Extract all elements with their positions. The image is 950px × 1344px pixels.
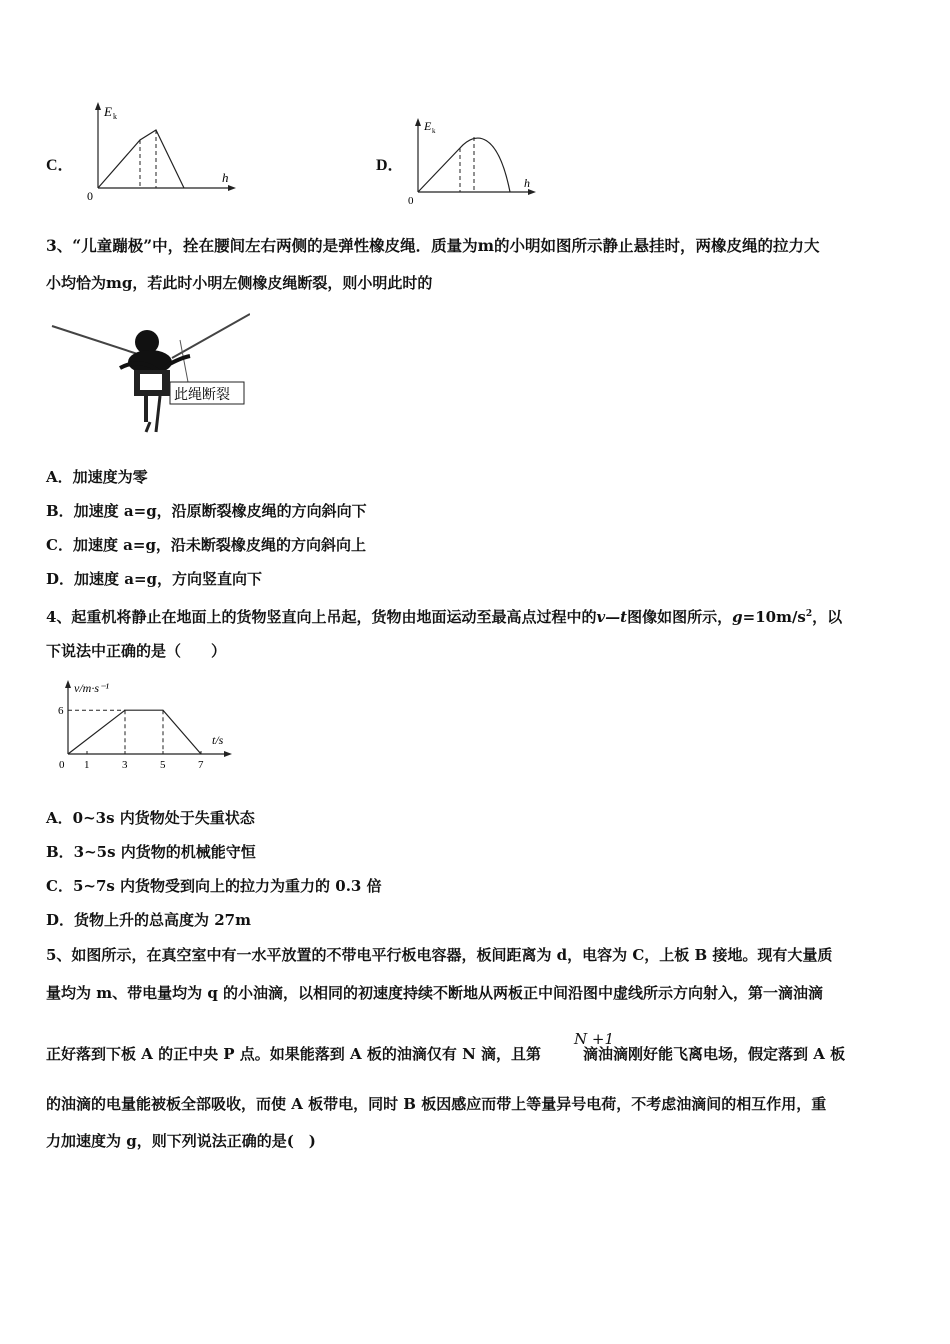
q5-line3	[46, 1044, 904, 1064]
option-d-label: D．	[376, 157, 404, 174]
graph-c	[82, 98, 242, 210]
bungee-figure-label: 此绳断裂	[174, 388, 230, 403]
q3-option-c: C．加速度 a=g，沿未断裂橡皮绳的方向斜向上	[46, 536, 366, 554]
q4-option-d: D．货物上升的总高度为 27m	[46, 911, 251, 929]
q5-line4: 的油滴的电量能被板全部吸收，而使 A 板带电，同时 B 板因感应而带上等量异号电荷，不考虑油滴间的相互作用，重	[46, 1095, 827, 1113]
q4-option-a: A．0~3s 内货物处于失重状态	[46, 809, 255, 827]
graph-d-y-label: E	[424, 119, 432, 133]
vt-x-arrow	[224, 751, 232, 757]
q4-text-line1	[46, 604, 904, 627]
vt-x-tick-label: 5	[160, 759, 166, 771]
q3-text-line1: 3、“儿童蹦极”中，拴在腰间左右两侧的是弹性橡皮绳．质量为m的小明如图所示静止悬挂时，两橡皮绳的拉力大	[46, 236, 820, 255]
bungee-figure	[50, 312, 250, 437]
graph-c-y-label: E	[104, 104, 112, 119]
q3-option-d: D．加速度 a=g，方向竖直向下	[46, 570, 263, 588]
vt-x-label: t/s	[212, 733, 224, 747]
q4-text-part-c: =10m/s	[742, 608, 806, 626]
graph-c-origin: 0	[87, 189, 93, 203]
vt-x-tick-label: 7	[198, 759, 204, 771]
graph-d-y-sub: k	[432, 127, 436, 135]
q3-option-b: B．加速度 a=g，沿原断裂橡皮绳的方向斜向下	[46, 502, 367, 520]
q5-line5: 力加速度为 g，则下列说法正确的是( )	[46, 1132, 316, 1150]
vt-x-tick-label: 3	[122, 759, 128, 771]
vt-series-line	[68, 710, 201, 754]
q5-line1: 5、如图所示，在真空室中有一水平放置的不带电平行板电容器，板间距离为 d，电容为 C，上板 B 接地。现有大量质	[46, 946, 833, 964]
graph-d-x-label: h	[524, 176, 530, 190]
q4-option-b: B．3~5s 内货物的机械能守恒	[46, 843, 256, 861]
q4-option-c: C．5~7s 内货物受到向上的拉力为重力的 0.3 倍	[46, 877, 382, 895]
q4-text-part-d: ，以	[812, 608, 843, 626]
vt-chart	[46, 676, 246, 776]
q4-text-line2: 下说法中正确的是（ ）	[46, 642, 227, 660]
q3-option-a: A．加速度为零	[46, 468, 148, 486]
vt-x-tick-label: 1	[84, 759, 90, 771]
option-c-label: C．	[46, 157, 74, 174]
vt-y-arrow	[65, 680, 71, 688]
vt-y-tick-label: 6	[58, 705, 64, 718]
q4-text-sup: 2	[805, 609, 813, 619]
vt-y-label: v/m·s⁻¹	[74, 681, 109, 695]
q4-text-vt: v—t	[596, 608, 628, 626]
q3-text-line2: 小均恰为mg，若此时小明左侧橡皮绳断裂，则小明此时的	[46, 274, 433, 292]
vt-x-tick-label: 0	[59, 759, 65, 771]
q4-text-g: g	[732, 608, 743, 626]
q4-text-part-b: 图像如图所示，	[627, 608, 733, 626]
graph-d-origin: 0	[408, 195, 414, 207]
graph-c-y-sub: k	[113, 112, 117, 121]
q5-line2: 量均为 m、带电量均为 q 的小油滴，以相同的初速度持续不断地从两板正中间沿图中虚线所示方向射入，第一滴油滴	[46, 984, 824, 1002]
q5-line3-a: 正好落到下板 A 的正中央 P 点。如果能落到 A 板的油滴仅有 N 滴，且第	[46, 1045, 542, 1063]
graph-c-x-label: h	[222, 170, 229, 185]
q4-text-part-a: 4、起重机将静止在地面上的货物竖直向上吊起，货物由地面运动至最高点过程中的	[46, 608, 597, 626]
q5-line3-b: 滴油滴刚好能飞离电场，假定落到 A 板	[583, 1045, 846, 1063]
graph-d	[402, 112, 542, 218]
q5-formula: N +1	[574, 1030, 615, 1048]
